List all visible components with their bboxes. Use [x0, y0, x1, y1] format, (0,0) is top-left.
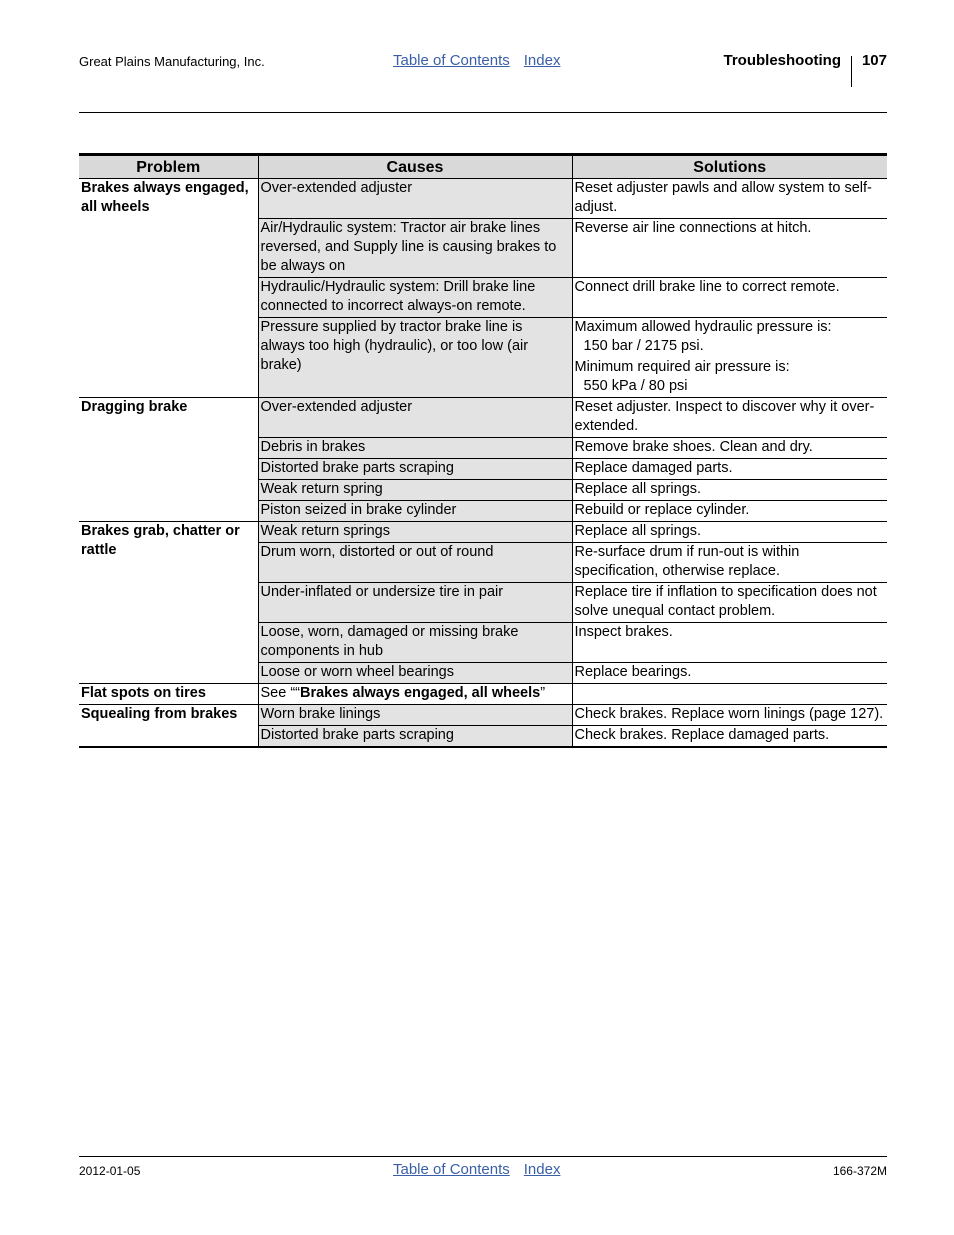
- column-header-solutions: Solutions: [572, 155, 887, 179]
- header-toc-link[interactable]: Table of Contents: [393, 52, 510, 69]
- solution-cell: [572, 684, 887, 705]
- table-row: [79, 398, 887, 438]
- solution-cell: Rebuild or replace cylinder.: [572, 501, 887, 522]
- header-rule: [79, 112, 887, 113]
- solution-cell: Reset adjuster. Inspect to discover why it over-extended.: [572, 398, 887, 438]
- solution-cell: Check brakes. Replace worn linings (page 127).: [572, 705, 887, 726]
- table-row: [79, 684, 887, 705]
- cause-cell: Loose, worn, damaged or missing brake components in hub: [258, 623, 572, 663]
- footer-index-link[interactable]: Index: [523, 1161, 561, 1178]
- cross-reference-link-text: Brakes always engaged, all wheels: [300, 685, 541, 701]
- header-divider: [851, 56, 852, 87]
- footer-toc-link[interactable]: Table of Contents: [393, 1161, 510, 1178]
- table-header-row: [79, 155, 887, 179]
- cause-cell: Over-extended adjuster: [258, 179, 572, 219]
- cause-cell: Piston seized in brake cylinder: [258, 501, 572, 522]
- cause-cell: Weak return springs: [258, 522, 572, 543]
- company-name: Great Plains Manufacturing, Inc.: [79, 54, 265, 69]
- solution-line: 150 bar / 2175 psi.: [583, 338, 704, 354]
- solution-cell: [572, 318, 887, 398]
- cause-cell: Air/Hydraulic system: Tractor air brake lines reversed, and Supply line is causing brakes to be always on: [258, 219, 572, 278]
- page-header: [79, 50, 887, 90]
- cause-cell: Debris in brakes: [258, 438, 572, 459]
- header-nav: [393, 52, 574, 69]
- solution-cell: Reset adjuster pawls and allow system to self-adjust.: [572, 179, 887, 219]
- footer-date: 2012-01-05: [79, 1164, 141, 1178]
- troubleshooting-table: [79, 153, 887, 748]
- cause-cell: Worn brake linings: [258, 705, 572, 726]
- footer-doc-number: 166-372M: [832, 1164, 887, 1178]
- solution-cell: Reverse air line connections at hitch.: [572, 219, 887, 278]
- cause-cell: Under-inflated or undersize tire in pair: [258, 583, 572, 623]
- solution-line: Maximum allowed hydraulic pressure is:: [574, 319, 832, 335]
- solution-cell: Re-surface drum if run-out is within specification, otherwise replace.: [572, 543, 887, 583]
- cause-cell: Drum worn, distorted or out of round: [258, 543, 572, 583]
- solution-cell: Replace all springs.: [572, 522, 887, 543]
- cause-cell: Over-extended adjuster: [258, 398, 572, 438]
- solution-cell: Replace damaged parts.: [572, 459, 887, 480]
- problem-cell: Brakes always engaged, all wheels: [79, 179, 258, 398]
- problem-cell: Dragging brake: [79, 398, 258, 522]
- page-number: 107: [861, 52, 887, 69]
- solution-cell: Replace tire if inflation to specification does not solve unequal contact problem.: [572, 583, 887, 623]
- cause-prefix: See ““: [260, 685, 300, 701]
- table-row: [79, 705, 887, 726]
- header-index-link[interactable]: Index: [523, 52, 561, 69]
- solution-cell: Replace bearings.: [572, 663, 887, 684]
- solution-line: 550 kPa / 80 psi: [583, 378, 688, 394]
- solution-line: Minimum required air pressure is:: [574, 359, 790, 375]
- problem-cell: Squealing from brakes: [79, 705, 258, 748]
- cause-cell: [258, 684, 572, 705]
- cause-cell: Weak return spring: [258, 480, 572, 501]
- footer-rule: [79, 1156, 887, 1157]
- footer-nav: [393, 1161, 574, 1178]
- cause-cell: Hydraulic/Hydraulic system: Drill brake line connected to incorrect always-on remote.: [258, 278, 572, 318]
- solution-cell: Replace all springs.: [572, 480, 887, 501]
- cause-cell: Distorted brake parts scraping: [258, 459, 572, 480]
- problem-cell: Flat spots on tires: [79, 684, 258, 705]
- solution-cell: Check brakes. Replace damaged parts.: [572, 726, 887, 748]
- column-header-problem: Problem: [79, 155, 258, 179]
- solution-cell: Inspect brakes.: [572, 623, 887, 663]
- cause-cell: Pressure supplied by tractor brake line is always too high (hydraulic), or too low (air brake): [258, 318, 572, 398]
- column-header-causes: Causes: [258, 155, 572, 179]
- table-row: [79, 522, 887, 543]
- solution-cell: Connect drill brake line to correct remote.: [572, 278, 887, 318]
- cause-cell: Loose or worn wheel bearings: [258, 663, 572, 684]
- solution-cell: Remove brake shoes. Clean and dry.: [572, 438, 887, 459]
- section-title: Troubleshooting: [723, 52, 841, 69]
- problem-cell: Brakes grab, chatter or rattle: [79, 522, 258, 684]
- cause-suffix: ”: [540, 685, 546, 701]
- cause-cell: Distorted brake parts scraping: [258, 726, 572, 748]
- table-row: [79, 179, 887, 219]
